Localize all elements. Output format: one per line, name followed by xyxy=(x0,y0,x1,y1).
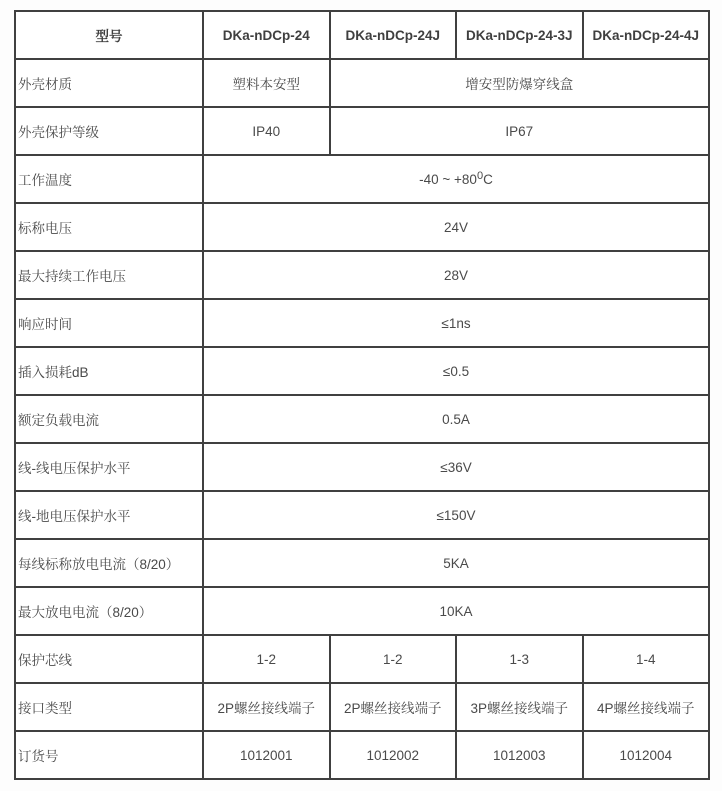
cell-value: 0.5A xyxy=(203,395,709,443)
cell-value: 1012004 xyxy=(583,731,710,779)
row-label: 订货号 xyxy=(15,731,203,779)
cell-value: 10KA xyxy=(203,587,709,635)
table-row xyxy=(15,683,709,731)
table-row xyxy=(15,203,709,251)
cell-value: 1012001 xyxy=(203,731,330,779)
cell-value: 1-3 xyxy=(456,635,583,683)
product-spec-table xyxy=(14,10,710,780)
cell-value: 增安型防爆穿线盒 xyxy=(330,59,710,107)
row-label: 接口类型 xyxy=(15,683,203,731)
row-label: 工作温度 xyxy=(15,155,203,203)
header-model: DKa-nDCp-24-4J xyxy=(583,11,710,59)
cell-value: ≤150V xyxy=(203,491,709,539)
cell-value: ≤36V xyxy=(203,443,709,491)
row-label: 线-线电压保护水平 xyxy=(15,443,203,491)
table-row xyxy=(15,635,709,683)
cell-value: 24V xyxy=(203,203,709,251)
row-label: 最大持续工作电压 xyxy=(15,251,203,299)
row-label: 每线标称放电电流（8/20） xyxy=(15,539,203,587)
row-label: 最大放电电流（8/20） xyxy=(15,587,203,635)
cell-value: 1-4 xyxy=(583,635,710,683)
cell-value: 4P螺丝接线端子 xyxy=(583,683,710,731)
cell-value: 2P螺丝接线端子 xyxy=(203,683,330,731)
table-row xyxy=(15,539,709,587)
table-row xyxy=(15,155,709,203)
table-row xyxy=(15,395,709,443)
cell-value: 1-2 xyxy=(330,635,457,683)
cell-value: 1-2 xyxy=(203,635,330,683)
row-label: 插入损耗dB xyxy=(15,347,203,395)
cell-value: IP40 xyxy=(203,107,330,155)
value-suffix: C xyxy=(483,171,493,187)
row-label: 保护芯线 xyxy=(15,635,203,683)
row-label: 标称电压 xyxy=(15,203,203,251)
header-label: 型号 xyxy=(15,11,203,59)
header-model: DKa-nDCp-24-3J xyxy=(456,11,583,59)
table-row xyxy=(15,59,709,107)
table-row xyxy=(15,299,709,347)
table-row xyxy=(15,491,709,539)
cell-value: 塑料本安型 xyxy=(203,59,330,107)
row-label: 响应时间 xyxy=(15,299,203,347)
row-label: 外壳材质 xyxy=(15,59,203,107)
table-row xyxy=(15,731,709,779)
cell-value: 1012002 xyxy=(330,731,457,779)
table-row xyxy=(15,443,709,491)
header-row xyxy=(15,11,709,59)
cell-value: ≤1ns xyxy=(203,299,709,347)
cell-value: ≤0.5 xyxy=(203,347,709,395)
cell-value xyxy=(203,155,709,203)
value-superscript: 0 xyxy=(476,169,484,182)
cell-value: 2P螺丝接线端子 xyxy=(330,683,457,731)
cell-value: 28V xyxy=(203,251,709,299)
table-row xyxy=(15,107,709,155)
header-model: DKa-nDCp-24J xyxy=(330,11,457,59)
cell-value: IP67 xyxy=(330,107,710,155)
table-row xyxy=(15,587,709,635)
cell-value: 5KA xyxy=(203,539,709,587)
value-prefix: -40 ~ +80 xyxy=(419,171,477,187)
table-row xyxy=(15,251,709,299)
row-label: 外壳保护等级 xyxy=(15,107,203,155)
cell-value: 1012003 xyxy=(456,731,583,779)
header-model: DKa-nDCp-24 xyxy=(203,11,330,59)
table-row xyxy=(15,347,709,395)
row-label: 线-地电压保护水平 xyxy=(15,491,203,539)
cell-value: 3P螺丝接线端子 xyxy=(456,683,583,731)
row-label: 额定负载电流 xyxy=(15,395,203,443)
